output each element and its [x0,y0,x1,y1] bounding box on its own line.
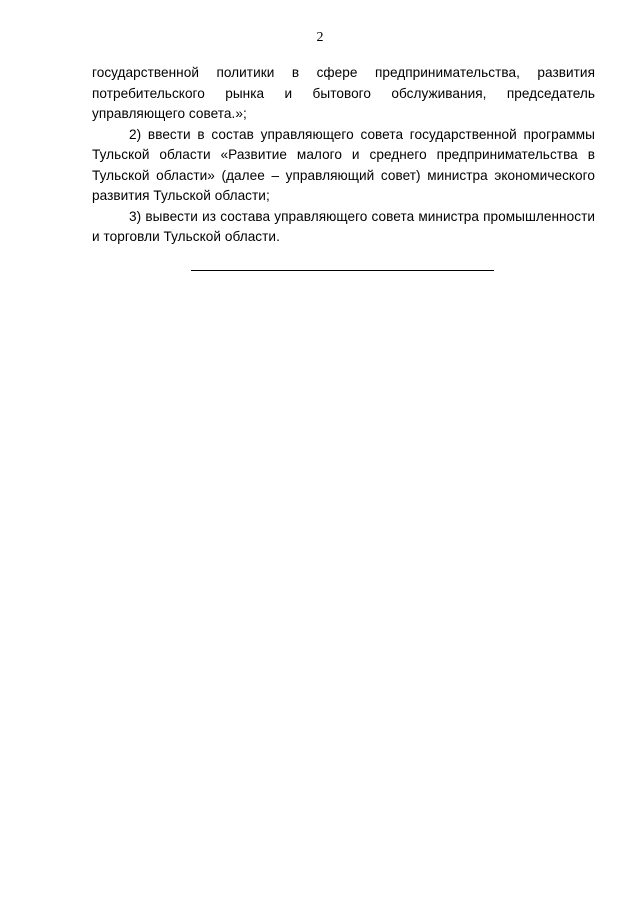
end-of-document-line [191,270,494,271]
paragraph-item-2: 2) ввести в состав управляющего совета государственной программы Тульской области «Развитие малого и среднего предпринимательства в Тульской области» (далее – управляющий совет) министра экономического развития Тульской области; [92,126,595,203]
page-number: 2 [316,30,324,45]
paragraph-item-3: 3) вывести из состава управляющего совета министра промышленности и торговли Тульской области. [92,208,595,244]
paragraph-continuation: государственной политики в сфере предпринимательства, развития потребительского рынка и бытового обслуживания, председатель управляющего совета.»; [92,65,595,121]
document-body [92,63,595,248]
